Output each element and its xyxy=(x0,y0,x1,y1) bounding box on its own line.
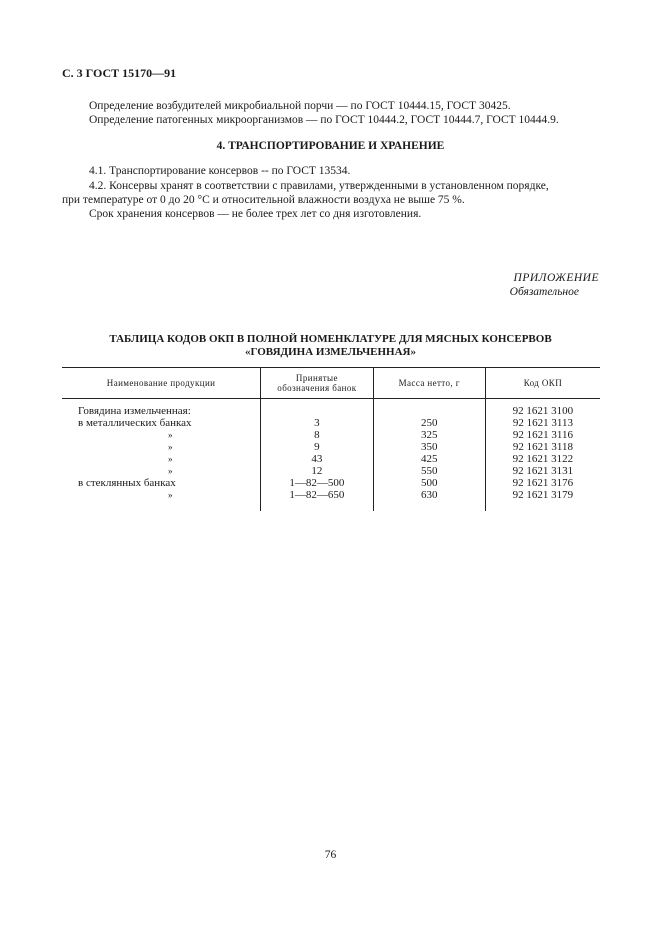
cell-name: Говядина измельченная: xyxy=(78,405,191,417)
appendix-label: ПРИЛОЖЕНИЕ xyxy=(513,272,599,284)
cell-mass: 630 xyxy=(373,489,485,511)
cell-designation: 3 xyxy=(261,417,373,429)
table-row xyxy=(62,453,600,465)
cell-code: 92 1621 3113 xyxy=(485,417,600,429)
cell-designation: 1—82—650 xyxy=(261,489,373,511)
paragraph-4-2-line1: 4.2. Консервы хранят в соответствии с правилами, утвержденными в установленном порядке, xyxy=(89,180,549,192)
cell-name-ditto: » xyxy=(168,490,173,500)
cell-code: 92 1621 3176 xyxy=(485,477,600,489)
cell-name: в стеклянных банках xyxy=(78,477,176,489)
cell-mass: 325 xyxy=(373,429,485,441)
table-row xyxy=(62,465,600,477)
cell-mass: 425 xyxy=(373,453,485,465)
okp-codes-table xyxy=(62,367,600,511)
cell-code: 92 1621 3116 xyxy=(485,429,600,441)
intro-line-microbial: Определение возбудителей микробиальной порчи — по ГОСТ 10444.15, ГОСТ 30425. xyxy=(89,100,511,112)
cell-designation: 12 xyxy=(261,465,373,477)
paragraph-4-1: 4.1. Транспортирование консервов -- по ГОСТ 13534. xyxy=(89,165,351,177)
table-title-line1: ТАБЛИЦА КОДОВ ОКП В ПОЛНОЙ НОМЕНКЛАТУРЕ ДЛЯ МЯСНЫХ КОНСЕРВОВ xyxy=(109,333,552,345)
header-net-mass: Масса нетто, г xyxy=(373,368,485,399)
header-okp-code: Код ОКП xyxy=(485,368,600,399)
cell-name: в металлических банках xyxy=(78,417,192,429)
table-row xyxy=(62,489,600,511)
cell-mass xyxy=(373,399,485,418)
header-can-designation xyxy=(261,368,373,399)
section-title: 4. ТРАНСПОРТИРОВАНИЕ И ХРАНЕНИЕ xyxy=(216,140,445,152)
cell-code: 92 1621 3118 xyxy=(485,441,600,453)
cell-mass: 500 xyxy=(373,477,485,489)
cell-code: 92 1621 3179 xyxy=(485,489,600,511)
table-row xyxy=(62,441,600,453)
table-row xyxy=(62,417,600,429)
cell-code: 92 1621 3122 xyxy=(485,453,600,465)
intro-line-pathogenic: Определение патогенных микроорганизмов — по ГОСТ 10444.2, ГОСТ 10444.7, ГОСТ 10444.9. xyxy=(89,114,559,126)
paragraph-4-2-line2: при температуре от 0 до 20 °С и относительной влажности воздуха не выше 75 %. xyxy=(62,194,465,206)
table-row xyxy=(62,429,600,441)
header-can-designation-line2: обозначения банок xyxy=(277,383,357,393)
table-header-row xyxy=(62,368,600,399)
cell-designation: 8 xyxy=(261,429,373,441)
page-number: 76 xyxy=(324,849,337,861)
cell-code: 92 1621 3100 xyxy=(485,399,600,418)
header-product-name: Наименование продукции xyxy=(62,368,261,399)
cell-name-ditto: » xyxy=(168,454,173,464)
page-header: С. 3 ГОСТ 15170—91 xyxy=(62,66,177,80)
header-can-designation-line1: Принятые xyxy=(295,373,338,383)
table-row xyxy=(62,477,600,489)
table-title-line2: «ГОВЯДИНА ИЗМЕЛЬЧЕННАЯ» xyxy=(245,346,416,358)
cell-designation: 9 xyxy=(261,441,373,453)
cell-name-ditto: » xyxy=(168,442,173,452)
cell-designation: 43 xyxy=(261,453,373,465)
paragraph-storage-term: Срок хранения консервов — не более трех лет со дня изготовления. xyxy=(89,208,422,220)
cell-designation xyxy=(261,399,373,418)
cell-name-ditto: » xyxy=(168,430,173,440)
cell-designation: 1—82—500 xyxy=(261,477,373,489)
appendix-status: Обязательное xyxy=(509,286,579,298)
cell-mass: 350 xyxy=(373,441,485,453)
cell-mass: 550 xyxy=(373,465,485,477)
table-row xyxy=(62,399,600,418)
cell-mass: 250 xyxy=(373,417,485,429)
cell-name-ditto: » xyxy=(168,466,173,476)
cell-code: 92 1621 3131 xyxy=(485,465,600,477)
